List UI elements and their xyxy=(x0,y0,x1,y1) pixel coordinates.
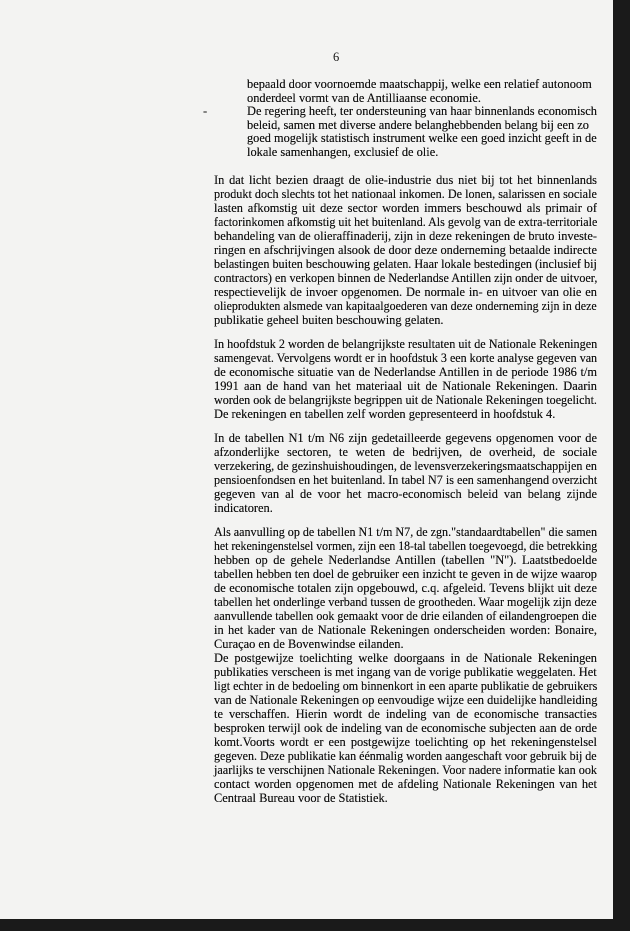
text-line: In hoofdstuk 2 worden de belangrijkste resultaten uit de Nationale Rekeningen xyxy=(214,337,598,351)
text-line: beleid, samen met diverse andere belanghebbenden belang bij een zo xyxy=(247,117,589,132)
text-line: te verschaffen. Hierin wordt de indeling van de economische transacties xyxy=(214,707,597,721)
text-line: Centraal Bureau voor de Statistiek. xyxy=(214,791,388,805)
text-line: indicatoren. xyxy=(214,501,273,515)
text-line: contact worden opgenomen met de afdeling Nationale Rekeningen van het xyxy=(214,777,597,791)
text-line: van de Nationale Rekeningen op eenvoudige wijze een duidelijke handleiding xyxy=(214,693,598,707)
text-line: goed mogelijk statistisch instrument welke een goed inzicht geeft in de xyxy=(247,131,597,145)
text-line: in het kader van de Nationale Rekeningen onderscheiden worden: Bonaire, xyxy=(214,623,597,637)
text-line: aanvullende tabellen ook gemaakt voor de drie eilanden of eilandengroepen die xyxy=(214,609,597,623)
text-line: behandeling van de olieraffinaderij, zijn in deze rekeningen de bruto investe- xyxy=(214,229,597,243)
text-line: De rekeningen en tabellen zelf worden gepresenteerd in hoofdstuk 4. xyxy=(214,407,556,421)
text-line: pensioenfondsen en het buitenland. In tabel N7 is een samenhangend overzicht xyxy=(214,473,598,487)
text-line: tabellen het onderlinge verband tussen de grootheden. Waar mogelijk zijn deze xyxy=(214,595,597,609)
text-line: komt.Voorts wordt er een postgewijze toelichting op het rekeningenstelsel xyxy=(214,735,597,749)
text-line: In de tabellen N1 t/m N6 zijn gedetailleerde gegevens opgenomen voor de xyxy=(214,431,597,445)
text-line: publikatie geheel buiten beschouwing gelaten. xyxy=(214,313,444,327)
text-line: factorinkomen afkomstig uit het buitenland. Als gevolg van de extra-territoriale xyxy=(214,215,598,229)
text-line: publikaties verscheen is met ingang van de vorige publikatie weggelaten. Het xyxy=(214,665,597,679)
text-line: belastingen buiten beschouwing gelaten. Haar lokale bestedingen (inclusief bij xyxy=(214,257,597,271)
text-line: de economische totalen zijn opgebouwd, c.q. afgeleid. Tevens blijkt uit deze xyxy=(214,581,597,595)
text-column xyxy=(203,77,598,805)
text-line: onderdeel vormt van de Antilliaanse economie. xyxy=(247,90,481,105)
text-line: produkt doch slechts tot het nationaal inkomen. De lonen, salarissen en sociale xyxy=(214,187,597,201)
text-line: afzonderlijke sectoren, te weten de bedrijven, de overheid, de sociale xyxy=(214,445,597,459)
text-line: samengevat. Vervolgens wordt er in hoofdstuk 3 een korte analyse gegeven van xyxy=(214,351,598,365)
scan-edge-right xyxy=(613,0,630,931)
text-line: bepaald door voornoemde maatschappij, welke een relatief autonoom xyxy=(247,77,592,91)
text-line: de economische situatie van de Nederlandse Antillen in de periode 1986 t/m xyxy=(214,365,597,379)
paragraph-explanation xyxy=(214,651,597,805)
text-line: De regering heeft, ter ondersteuning van haar binnenlands economisch xyxy=(247,104,597,118)
text-line: jaarlijks te verschijnen Nationale Rekeningen. Voor nadere informatie kan ook xyxy=(214,763,598,777)
paragraph-supplementary-tables xyxy=(214,525,597,651)
paragraph-tables-n1-n6 xyxy=(214,431,597,515)
text-line: het rekeningenstelsel vormen, zijn een 18-tal tabellen toegevoegd, die betrekking xyxy=(214,539,598,553)
text-line: besproken terwijl ook de indeling van de economische subjecten aan de orde xyxy=(214,721,597,735)
text-line: gegeven. Deze publikatie kan éénmalig worden aangeschaft voor gebruik bij de xyxy=(214,749,597,763)
text-line: Curaçao en de Bovenwindse eilanden. xyxy=(214,637,404,651)
scan-edge-bottom xyxy=(0,919,630,931)
text-line: hebben op de gehele Nederlandse Antillen (tabellen "N"). Laatstbedoelde xyxy=(214,553,597,567)
text-line: lokale samenhangen, exclusief de olie. xyxy=(247,144,439,159)
text-line: 1991 aan de hand van het materiaal uit de Nationale Rekeningen. Daarin xyxy=(214,379,597,393)
text-line: verzekering, de gezinshuishoudingen, de levensverzekeringsmaatschappijen en xyxy=(214,459,597,473)
text-line: olieprodukten alsmede van kapitaalgoederen van deze onderneming zijn in deze xyxy=(214,299,597,313)
text-line: contractors) en verkopen binnen de Nederlandse Antillen zijn onder de uitvoer, xyxy=(214,271,598,285)
text-line: De postgewijze toelichting welke doorgaans in de Nationale Rekeningen xyxy=(214,651,597,665)
text-line: worden ook de belangrijkste begrippen uit de Nationale Rekeningen toegelicht. xyxy=(214,393,597,407)
text-line: ligt echter in de bedoeling om binnenkort in een aparte publikatie de gebruikers xyxy=(214,679,598,693)
text-line: gegeven van al de voor het macro-economisch beleid van belang zijnde xyxy=(214,487,597,501)
list-item-2 xyxy=(203,104,597,159)
text-line: respectievelijk de invoer opgenomen. De normale in- en uitvoer van olie en xyxy=(214,285,597,299)
text-line: tabellen hebben ten doel de gebruiker een inzicht te geven in de wijze waarop xyxy=(214,567,597,581)
text-line: lasten afkomstig uit deze sector worden immers beschouwd als primair of xyxy=(214,201,597,215)
text-line: Als aanvulling op de tabellen N1 t/m N7, de zgn."standaardtabellen" die samen xyxy=(214,525,598,539)
page-number: 6 xyxy=(333,50,340,64)
list-item-1 xyxy=(247,78,597,105)
list-bullet: - xyxy=(203,104,208,118)
text-line: In dat licht bezien draagt de olie-industrie dus niet bij tot het binnenlands xyxy=(214,173,597,187)
text-line: ringen en afschrijvingen alsook de door deze onderneming betaalde indirecte xyxy=(214,243,597,257)
paragraph-oil-industry xyxy=(214,173,597,327)
paragraph-chapters xyxy=(214,337,597,421)
